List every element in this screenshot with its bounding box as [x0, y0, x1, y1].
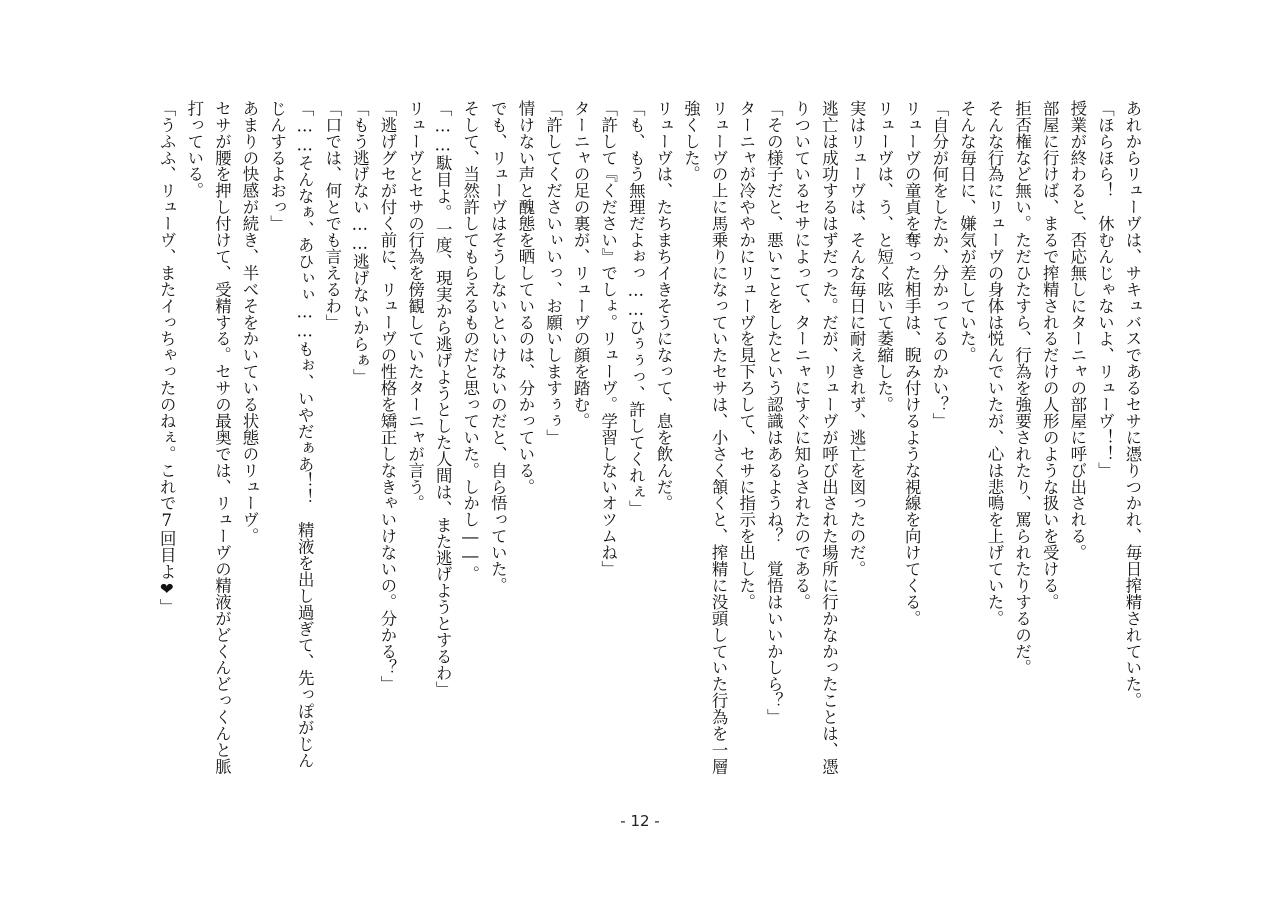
paragraph: 拒否権など無い。ただひたすら、行為を強要されたり、罵られたりするのだ。 — [1012, 100, 1032, 676]
paragraph: あまりの快感が続き、半べそをかいている状態のリューヴ。 — [240, 100, 259, 545]
paragraph: 「ほらほら！ 休むんじゃないよ、リューヴ！！」 — [1095, 100, 1115, 479]
paragraph: 「許してくださいぃいっ、お願いしますぅぅ」 — [543, 100, 563, 446]
paragraph: 逃亡は成功するはずだった。だが、リューヴが呼び出された場所に行かなかったことは、憑りついているセサによって、ターニャにすぐに知らされたのである。 — [791, 100, 839, 775]
paragraph: 「口では、何とでも言えるわ」 — [322, 100, 342, 331]
paragraph: あれからリューヴは、サキュバスであるセサに憑りつかれ、毎日搾精されていた。 — [1123, 100, 1142, 709]
paragraph: 実はリューヴは、そんな毎日に耐えきれず、逃亡を図ったのだ。 — [847, 100, 867, 578]
paragraph: 「その様子だと、悪いことをしたという認識はあるようね？ 覚悟はいいかしら？」 — [764, 100, 784, 726]
paragraph: そして、当然許してもらえるものだと思っていた。しかし――。 — [460, 100, 480, 583]
paragraph: そんな毎日に、嫌気が差していた。 — [957, 100, 977, 364]
paragraph: リューヴの童貞を奪った相手は、睨み付けるような視線を向けてくる。 — [902, 100, 922, 627]
paragraph: 情けない声と醜態を晒しているのは、分かっている。 — [515, 100, 535, 495]
paragraph: 部屋に行けば、まるで搾精されるだけの人形のような扱いを受ける。 — [1040, 100, 1060, 610]
paragraph: 「逃げグセが付く前に、リューヴの性格を矯正しなきゃいけないの。分かる？」 — [377, 100, 397, 693]
paragraph: ターニャが冷ややかにリューヴを見下ろして、セサに指示を出した。 — [736, 100, 756, 610]
paragraph: 「……そんなぁ、あひぃぃ……もぉ、いやだぁあ！！ 精液を出し過ぎて、先っぽがじんじんするよおっ」 — [267, 100, 315, 769]
paragraph: 授業が終わると、否応無しにターニャの部屋に呼び出される。 — [1067, 100, 1087, 561]
paragraph: リューヴは、う、と短く呟いて萎縮した。 — [874, 100, 894, 413]
paragraph: 「……駄目よ。一度、現実から逃げようとした人間は、また逃げようとするわ」 — [433, 100, 453, 698]
paragraph: リューヴは、たちまちイきそうになって、息を飲んだ。 — [653, 100, 673, 512]
vertical-text-body — [136, 100, 1146, 780]
paragraph: 「許して『ください』でしょ。リューヴ。学習しないオツムね」 — [598, 100, 618, 578]
page-number: - 12 - — [620, 812, 660, 830]
paragraph: 「自分が何をしたか、分かってるのかい？」 — [929, 100, 949, 429]
paragraph: 「もう逃げない……逃げないからぁ」 — [350, 100, 370, 385]
paragraph: セサが腰を押し付けて、受精する。セサの最奥では、リューヴの精液がどくんどっくんと脈打っている。 — [184, 100, 232, 775]
paragraph: リューヴの上に馬乗りになっていたセサは、小さく頷くと、搾精に没頭していた行為を一層強くした。 — [681, 100, 729, 775]
paragraph: リューヴとセサの行為を傍観していたターニャが言う。 — [405, 100, 425, 512]
paragraph: 「も、もう無理だよぉっ……ひぅぅっ、許してくれぇ」 — [626, 100, 646, 517]
paragraph: でも、リューヴはそうしないといけないのだと、自ら悟っていた。 — [488, 100, 508, 594]
paragraph: ターニャの足の裏が、リューヴの顔を踏む。 — [571, 100, 591, 429]
paragraph: そんな行為にリューヴの身体は悦んでいたが、心は悲鳴を上げていた。 — [985, 100, 1005, 627]
paragraph: 「うふふ、リューヴ、またイっちゃったのねぇ。これで7回目よ❤」 — [157, 100, 177, 616]
